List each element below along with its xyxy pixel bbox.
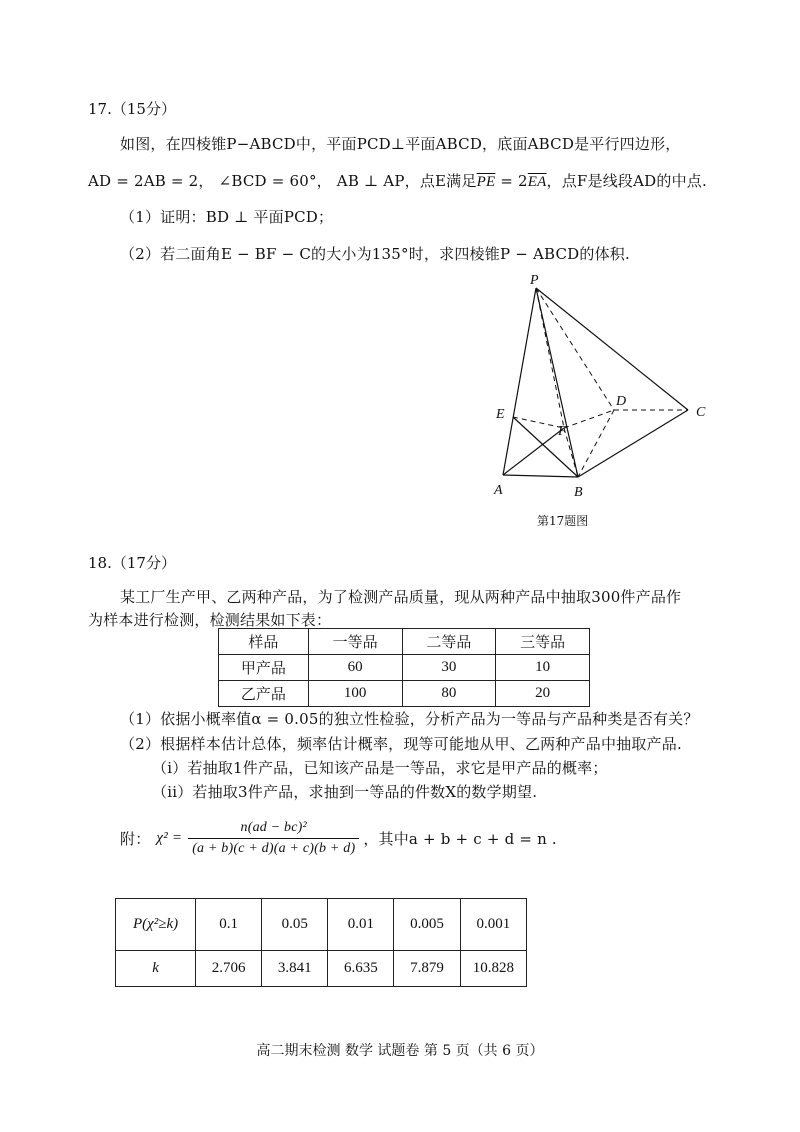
segment-fd: [564, 410, 614, 428]
table-cell: 60: [308, 655, 402, 681]
table-cell: 2.706: [196, 951, 262, 987]
q17-figure-caption: 第17题图: [537, 514, 589, 528]
table-cell: 0.005: [394, 899, 460, 951]
table-cell: 0.01: [328, 899, 394, 951]
q17-pyramid-figure: [480, 270, 720, 510]
q18-part2-i: （i）若抽取1件产品，已知该产品是一等品，求它是甲产品的概率；: [152, 759, 608, 777]
table-row-label: P(χ²≥k): [116, 899, 196, 951]
table-cell: 6.635: [328, 951, 394, 987]
q17-midpoint-text: ，点F是线段AD的中点.: [546, 172, 707, 190]
table-header: 一等品: [308, 629, 402, 655]
table-header: 样品: [219, 629, 309, 655]
quality-table-header-row: [219, 629, 590, 655]
label-e: E: [496, 407, 505, 422]
table-row: [219, 681, 590, 707]
segment-pf: [536, 288, 564, 428]
table-cell: 0.05: [262, 899, 328, 951]
label-d: D: [616, 394, 627, 409]
edge-ab: [503, 475, 578, 477]
q17-part1: （1）证明：BD ⊥ 平面PCD；: [120, 208, 334, 226]
q17-part2: （2）若二面角E − BF − C的大小为135°时，求四棱锥P − ABCD的体积.: [120, 245, 630, 263]
table-cell: 0.1: [196, 899, 262, 951]
chi-square-formula: [120, 820, 557, 857]
chi-symbol: χ² =: [156, 830, 183, 846]
table-cell: 10.828: [460, 951, 526, 987]
page-footer: 高二期末检测 数学 试题卷 第 5 页（共 6 页）: [256, 1043, 544, 1059]
q17-intro-line2: [88, 170, 707, 191]
q18-title: 18.（17分）: [88, 554, 176, 572]
table-row: [116, 951, 527, 987]
q18-intro-line1: 某工厂生产甲、乙两种产品，为了检测产品质量，现从两种产品中抽取300件产品作: [120, 588, 682, 606]
q18-part1: （1）依据小概率值α = 0.05的独立性检验，分析产品为一等品与产品种类是否有关？: [120, 710, 699, 728]
appendix-suffix: ，其中a + b + c + d = n .: [363, 830, 557, 848]
appendix-prefix: 附：: [120, 830, 151, 848]
table-cell: 10: [496, 655, 590, 681]
q18-part2-ii: （ii）若抽取3件产品，求抽到一等品的件数X的数学期望.: [152, 783, 538, 801]
table-cell: 0.001: [460, 899, 526, 951]
edge-db: [578, 410, 614, 477]
label-f: F: [558, 424, 567, 439]
table-header: 三等品: [496, 629, 590, 655]
edge-pa: [503, 288, 536, 475]
edge-bc: [578, 410, 688, 477]
table-header: 二等品: [402, 629, 496, 655]
q17-intro-line1: 如图，在四棱锥P−ABCD中，平面PCD⊥平面ABCD，底面ABCD是平行四边形，: [120, 135, 681, 153]
table-cell: 80: [402, 681, 496, 707]
label-a: A: [494, 483, 503, 498]
table-cell: 100: [308, 681, 402, 707]
chi-fraction: [188, 820, 359, 857]
table-cell: 20: [496, 681, 590, 707]
q18-intro-line2: 为样本进行检测，检测结果如下表：: [88, 611, 332, 629]
table-cell: 乙产品: [219, 681, 309, 707]
label-c: C: [696, 405, 706, 420]
edge-pd: [536, 288, 614, 410]
fraction-numerator: n(ad − bc)²: [188, 820, 359, 839]
label-b: B: [574, 485, 583, 500]
table-row: [219, 655, 590, 681]
segment-ef: [513, 417, 564, 428]
table-row-label: k: [116, 951, 196, 987]
quality-table: [218, 628, 590, 707]
vector-ea: $\overline{EA}$: [527, 174, 547, 190]
q18-part2: （2）根据样本估计总体，频率估计概率，现等可能地从甲、乙两种产品中抽取产品.: [120, 735, 682, 753]
vector-equation: = 2: [495, 172, 528, 190]
chi-square-critical-table: [115, 898, 527, 987]
segment-af: [503, 428, 564, 475]
table-cell: 3.841: [262, 951, 328, 987]
table-cell: 30: [402, 655, 496, 681]
label-p: P: [530, 273, 539, 288]
table-cell: 甲产品: [219, 655, 309, 681]
vector-pe: $\overline{PE}$: [476, 174, 496, 190]
q17-condition-text: AD = 2AB = 2， ∠BCD = 60°， AB ⊥ AP，点E满足: [88, 172, 477, 190]
q17-title: 17.（15分）: [88, 100, 176, 118]
table-cell: 7.879: [394, 951, 460, 987]
table-row: [116, 899, 527, 951]
fraction-denominator: (a + b)(c + d)(a + c)(b + d): [192, 841, 356, 856]
